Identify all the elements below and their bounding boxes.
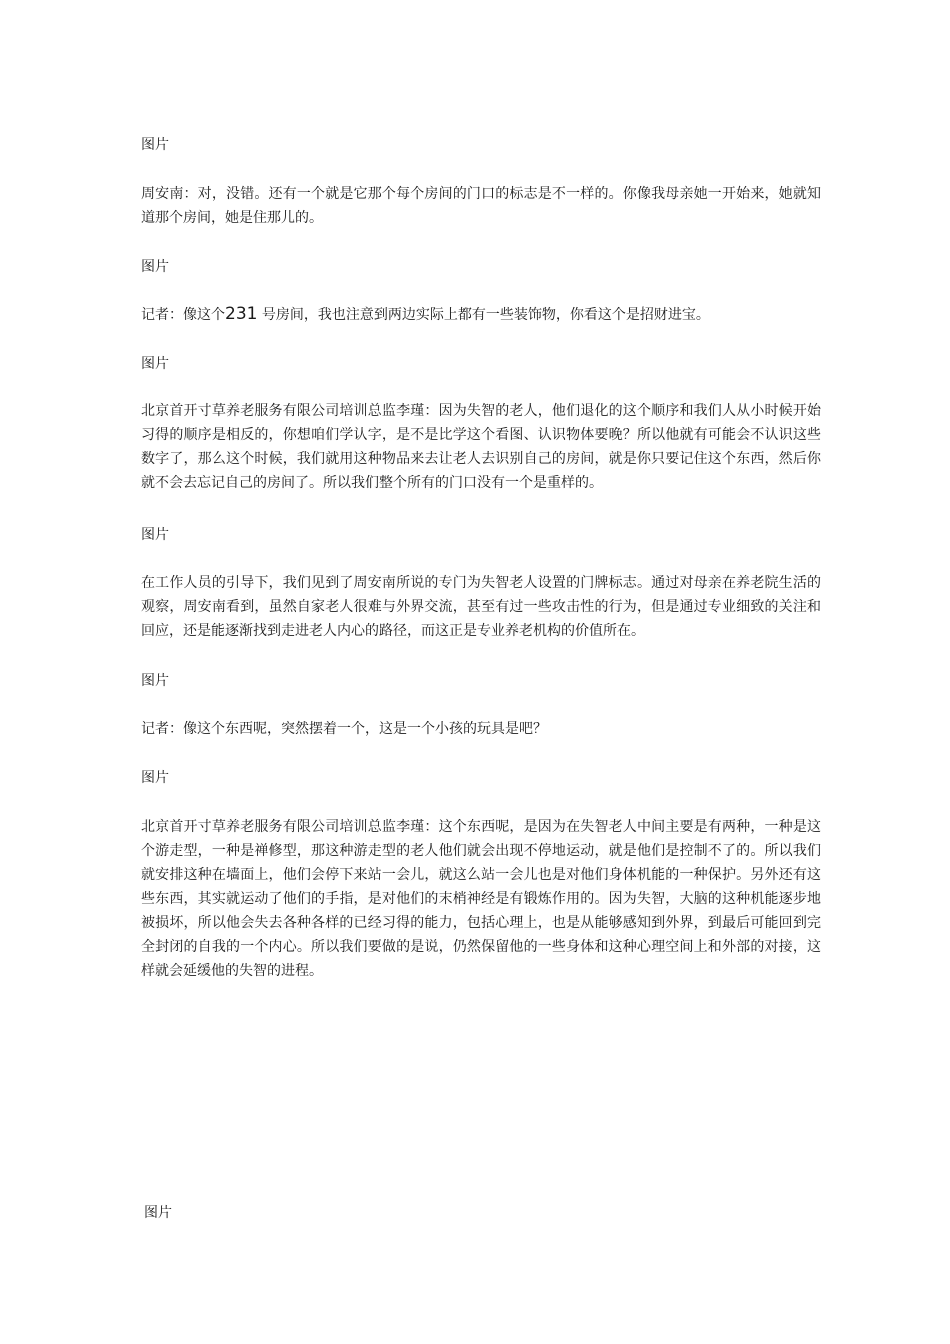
room-number: 231	[225, 304, 258, 324]
paragraph-reporter-room-231	[141, 302, 821, 327]
paragraph-narration-staff-guide: 在工作人员的引导下，我们见到了周安南所说的专门为失智老人设置的门牌标志。通过对母亲在养老院生活的观察，周安南看到，虽然自家老人很难与外界交流，甚至有过一些攻击性的行为，但是通过专业细致的关注和回应，还是能逐渐找到走进老人内心的路径，而这正是专业养老机构的价值所在。	[141, 575, 821, 639]
image-placeholder-label: 图片	[141, 356, 169, 372]
paragraph-reporter-toy: 记者：像这个东西呢，突然摆着一个，这是一个小孩的玩具是吧？	[141, 721, 547, 737]
image-placeholder-label: 图片	[141, 770, 169, 786]
paragraph-li-jin-wandering-type: 北京首开寸草养老服务有限公司培训总监李瑾：这个东西呢，是因为在失智老人中间主要是有两种，一种是这个游走型，一种是禅修型，那这种游走型的老人他们就会出现不停地运动，就是他们是控制不了的。所以我们就安排这种在墙面上，他们会停下来站一会儿，就这么站一会儿也是对他们身体机能的一种保护。另外还有这些东西，其实就运动了他们的手指，是对他们的末梢神经是有锻炼作用的。因为失智，大脑的这种机能逐步地被损坏，所以他会失去各种各样的已经习得的能力，包括心理上，也是从能够感知到外界，到最后可能回到完全封闭的自我的一个内心。所以我们要做的是说，仍然保留他的一些身体和这种心理空间上和外部的对接，这样就会延缓他的失智的进程。	[141, 819, 821, 979]
image-placeholder-label: 图片	[141, 673, 169, 689]
paragraph-zhou-annan-door-signs: 周安南：对，没错。还有一个就是它那个每个房间的门口的标志是不一样的。你像我母亲她一开始来，她就知道那个房间，她是住那儿的。	[141, 186, 821, 226]
image-placeholder-label: 图片	[141, 137, 169, 153]
paragraph-li-jin-recognition: 北京首开寸草养老服务有限公司培训总监李瑾：因为失智的老人，他们退化的这个顺序和我们人从小时候开始习得的顺序是相反的，你想咱们学认字，是不是比学这个看图、认识物体要晚？所以他就有可能会不认识这些数字了，那么这个时候，我们就用这种物品来去让老人去识别自己的房间，就是你只要记住这个东西，然后你就不会去忘记自己的房间了。所以我们整个所有的门口没有一个是重样的。	[141, 403, 821, 491]
reporter-text-prefix: 记者：像这个	[141, 307, 225, 323]
image-placeholder-label: 图片	[141, 259, 169, 275]
image-placeholder-label: 图片	[141, 527, 169, 543]
reporter-text-suffix: 号房间，我也注意到两边实际上都有一些装饰物，你看这个是招财进宝。	[261, 307, 710, 323]
image-placeholder-label: 图片	[144, 1205, 172, 1221]
